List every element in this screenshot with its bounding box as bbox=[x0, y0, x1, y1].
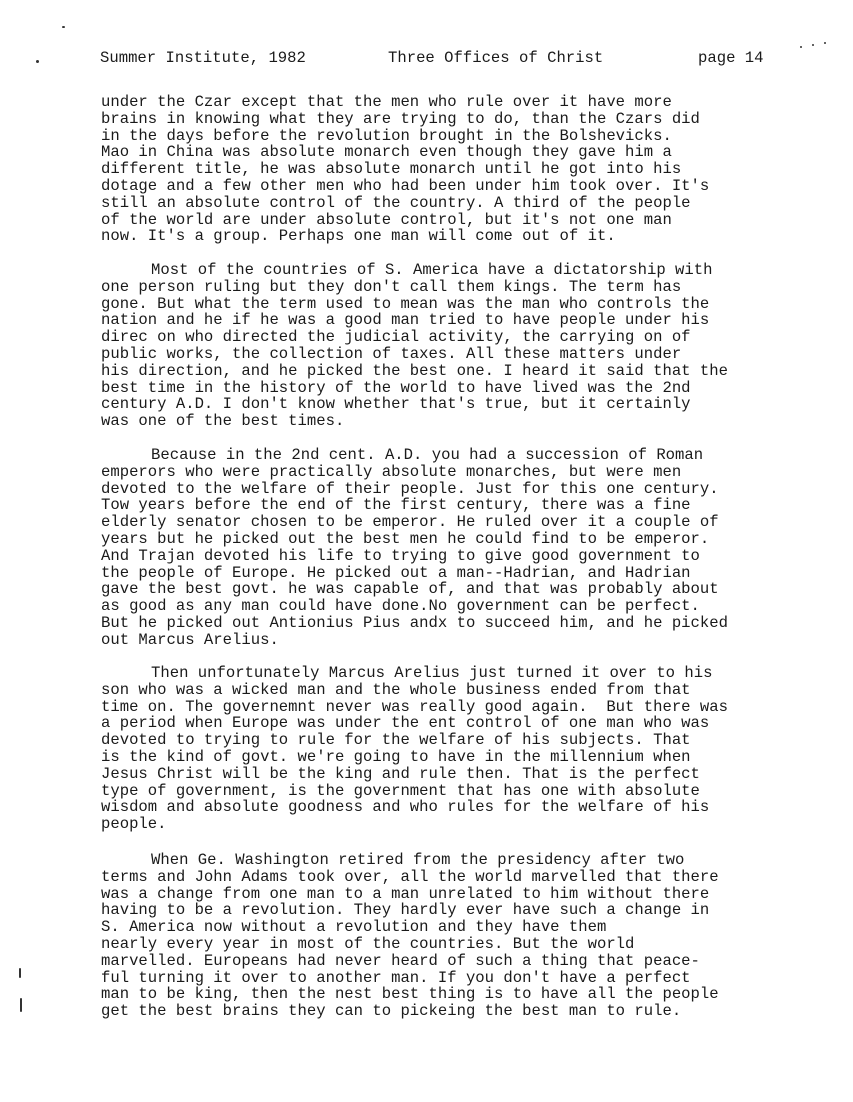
page-number: page 14 bbox=[698, 49, 764, 67]
scan-speck bbox=[812, 44, 814, 46]
text-line: Then unfortunately Marcus Arelius just turned it over to his bbox=[151, 664, 713, 682]
text-line: under the Czar except that the men who rule over it have more bbox=[101, 93, 672, 111]
text-line: get the best brains they can to pickeing the best man to rule. bbox=[101, 1002, 682, 1021]
text-line: When Ge. Washington retired from the presidency after two bbox=[151, 851, 685, 869]
text-line: wisdom and absolute goodness and who rules for the welfare of his bbox=[101, 798, 710, 817]
scan-speck bbox=[19, 968, 21, 978]
text-line: devoted to trying to rule for the welfare of his subjects. That bbox=[101, 731, 691, 750]
text-line: gone. But what the term used to mean was the man who controls the bbox=[101, 294, 710, 313]
scan-speck bbox=[824, 42, 826, 44]
header-title: Three Offices of Christ bbox=[388, 49, 604, 67]
text-line: out Marcus Arelius. bbox=[101, 630, 279, 649]
text-line: But he picked out Antionius Pius andx to succeed him, and he picked bbox=[101, 613, 728, 632]
text-line: ful turning it over to another man. If you don't have a perfect bbox=[101, 968, 691, 987]
text-line: brains in knowing what they are trying to do, than the Czars did bbox=[101, 109, 700, 128]
text-line: is the kind of govt. we're going to have in the millennium when bbox=[101, 747, 691, 766]
text-line: century A.D. I don't know whether that's true, but it certainly bbox=[101, 395, 691, 414]
scan-speck bbox=[800, 46, 802, 48]
text-line: a period when Europe was under the ent control of one man who was bbox=[101, 714, 710, 733]
text-line: having to be a revolution. They hardly ever have such a change in bbox=[101, 901, 710, 920]
header-institute: Summer Institute, 1982 bbox=[100, 49, 306, 67]
text-line: direc on who directed the judicial activity, the carrying on of bbox=[101, 328, 691, 347]
scan-speck bbox=[20, 998, 22, 1012]
text-line: type of government, is the government that has one with absolute bbox=[101, 781, 700, 800]
paragraph-1 bbox=[101, 94, 801, 245]
text-line: the people of Europe. He picked out a man--Hadrian, and Hadrian bbox=[101, 563, 691, 582]
paragraph-5 bbox=[101, 852, 801, 1020]
text-line: marvelled. Europeans had never heard of such a thing that peace- bbox=[101, 951, 700, 970]
text-line: best time in the history of the world to have lived was the 2nd bbox=[101, 378, 691, 397]
text-line: now. It's a group. Perhaps one man will come out of it. bbox=[101, 227, 616, 246]
page-header bbox=[100, 48, 780, 68]
text-line: public works, the collection of taxes. All these matters under bbox=[101, 344, 682, 363]
scan-speck bbox=[36, 60, 39, 63]
text-line: dotage and a few other men who had been under him took over. It's bbox=[101, 176, 710, 195]
text-line: Jesus Christ will be the king and rule then. That is the perfect bbox=[101, 764, 700, 783]
text-line: as good as any man could have done.No government can be perfect. bbox=[101, 597, 700, 616]
text-line: nearly every year in most of the countries. But the world bbox=[101, 934, 635, 953]
text-line: his direction, and he picked the best one. I heard it said that the bbox=[101, 361, 728, 380]
text-line: of the world are under absolute control, but it's not one man bbox=[101, 210, 672, 229]
text-line: S. America now without a revolution and they have them bbox=[101, 918, 607, 937]
text-line: Most of the countries of S. America have a dictatorship with bbox=[151, 261, 713, 279]
text-line: Because in the 2nd cent. A.D. you had a succession of Roman bbox=[151, 446, 704, 464]
text-line: years but he picked out the best men he could find to be emperor. bbox=[101, 529, 710, 548]
text-line: gave the best govt. he was capable of, and that was probably about bbox=[101, 580, 719, 599]
text-line: time on. The governemnt never was really good again. But there was bbox=[101, 697, 728, 716]
paragraph-3 bbox=[101, 447, 801, 649]
text-line: still an absolute control of the country. A third of the people bbox=[101, 193, 691, 212]
text-line: in the days before the revolution brought in the Bolshevicks. bbox=[101, 126, 672, 145]
paragraph-2 bbox=[101, 262, 801, 430]
text-line: devoted to the welfare of their people. Just for this one century. bbox=[101, 479, 719, 498]
paragraph-4 bbox=[101, 665, 801, 833]
text-line: terms and John Adams took over, all the world marvelled that there bbox=[101, 867, 719, 886]
text-line: one person ruling but they don't call them kings. The term has bbox=[101, 277, 682, 296]
text-line: son who was a wicked man and the whole business ended from that bbox=[101, 680, 691, 699]
text-line: people. bbox=[101, 815, 167, 834]
text-line: Tow years before the end of the first century, there was a fine bbox=[101, 496, 691, 515]
text-line: man to be king, then the nest best thing is to have all the people bbox=[101, 985, 719, 1004]
text-line: elderly senator chosen to be emperor. He ruled over it a couple of bbox=[101, 513, 719, 532]
text-line: was one of the best times. bbox=[101, 412, 345, 431]
text-line: different title, he was absolute monarch until he got into his bbox=[101, 160, 682, 179]
text-line: was a change from one man to a man unrelated to him without there bbox=[101, 884, 710, 903]
text-line: emperors who were practically absolute monarches, but were men bbox=[101, 462, 682, 481]
text-line: Mao in China was absolute monarch even though they gave him a bbox=[101, 143, 672, 162]
scan-speck bbox=[62, 26, 65, 28]
text-line: nation and he if he was a good man tried to have people under his bbox=[101, 311, 710, 330]
text-line: And Trajan devoted his life to trying to give good government to bbox=[101, 546, 700, 565]
